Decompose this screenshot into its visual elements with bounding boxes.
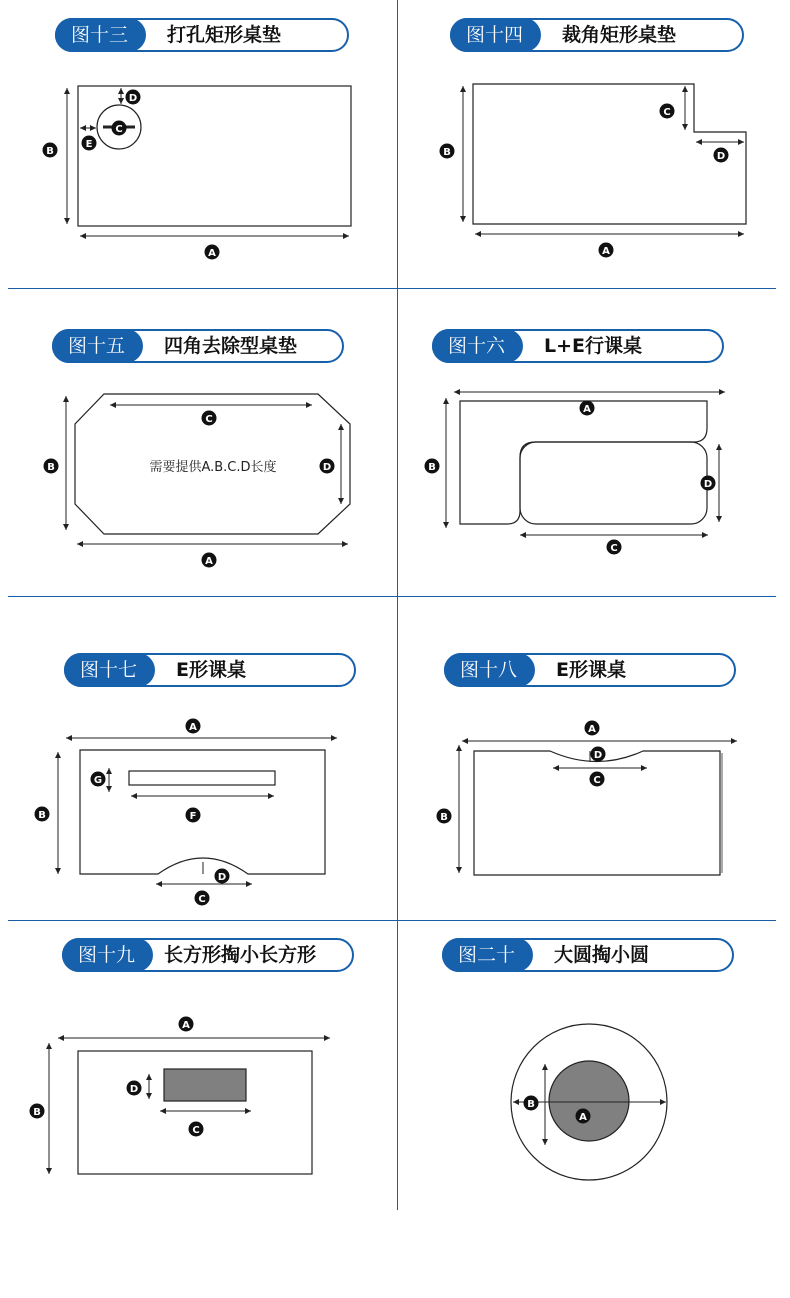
label-f-badge — [186, 808, 201, 823]
p19-cutout — [164, 1069, 246, 1101]
label-b-badge — [440, 144, 455, 159]
svg-text:C: C — [192, 1125, 200, 1136]
svg-text:B: B — [443, 147, 451, 158]
p20-inner-circle — [549, 1061, 629, 1141]
panel-14-drawing — [463, 84, 746, 234]
panel-17-title: E形课桌 — [176, 659, 246, 681]
panel-15-title: 四角去除型桌垫 — [164, 335, 298, 357]
dimension-labels — [30, 90, 729, 1137]
label-a-badge — [186, 719, 201, 734]
label-d-badge — [320, 459, 335, 474]
panel-19-number: 图十九 — [62, 938, 153, 972]
svg-text:C: C — [610, 543, 618, 554]
svg-text:A: A — [579, 1112, 587, 1123]
label-a-badge — [205, 245, 220, 260]
svg-text:B: B — [47, 462, 55, 473]
panel-13-number: 图十三 — [55, 18, 146, 52]
label-a-badge — [179, 1017, 194, 1032]
label-d-badge — [591, 747, 606, 762]
label-b-badge — [43, 143, 58, 158]
label-c-badge — [660, 104, 675, 119]
svg-text:A: A — [588, 724, 596, 735]
label-b-badge — [44, 459, 59, 474]
label-b-badge — [425, 459, 440, 474]
panel-20-title: 大圆掏小圆 — [554, 944, 650, 966]
panel-16-title: L+E行课桌 — [544, 335, 643, 357]
label-a-badge — [599, 243, 614, 258]
svg-text:B: B — [527, 1099, 535, 1110]
svg-text:D: D — [129, 1084, 139, 1095]
label-c-badge — [112, 121, 127, 136]
svg-text:A: A — [189, 722, 197, 733]
panel-17-number: 图十七 — [64, 653, 155, 687]
p13-outline — [78, 86, 351, 226]
svg-text:D: D — [128, 93, 138, 104]
svg-text:B: B — [33, 1107, 41, 1118]
panel-20-number: 图二十 — [442, 938, 533, 972]
label-d-badge — [701, 476, 716, 491]
label-d-badge — [126, 90, 141, 105]
label-c-badge — [189, 1122, 204, 1137]
panel-13-drawing — [67, 86, 351, 236]
svg-text:D: D — [716, 151, 726, 162]
label-b-badge — [30, 1104, 45, 1119]
label-d-badge — [714, 148, 729, 163]
svg-text:A: A — [182, 1020, 190, 1031]
p16-e-outline — [520, 442, 707, 524]
label-a-badge — [576, 1109, 591, 1124]
svg-text:D: D — [703, 479, 713, 490]
svg-text:E: E — [85, 139, 93, 150]
label-g-badge — [91, 772, 106, 787]
svg-text:C: C — [205, 414, 213, 425]
label-b-badge — [35, 807, 50, 822]
svg-text:D: D — [322, 462, 332, 473]
panel-19-drawing — [49, 1038, 330, 1174]
label-d-badge — [215, 869, 230, 884]
svg-text:F: F — [189, 811, 197, 822]
svg-text:G: G — [93, 775, 103, 786]
label-c-badge — [607, 540, 622, 555]
p16-l-outline — [460, 401, 707, 524]
panel-19-title: 长方形掏小长方形 — [164, 944, 317, 966]
svg-text:C: C — [198, 894, 206, 905]
svg-text:B: B — [440, 812, 448, 823]
p15-note: 需要提供A.B.C.D长度 — [149, 460, 277, 475]
label-c-badge — [195, 891, 210, 906]
panel-18-number: 图十八 — [444, 653, 535, 687]
panel-18-title: E形课桌 — [556, 659, 626, 681]
label-a-badge — [202, 553, 217, 568]
label-c-badge — [202, 411, 217, 426]
p18-outline — [474, 751, 720, 875]
label-c-badge — [590, 772, 605, 787]
svg-text:C: C — [593, 775, 601, 786]
panel-14-number: 图十四 — [450, 18, 541, 52]
p17-outline — [80, 750, 325, 874]
svg-text:C: C — [663, 107, 671, 118]
svg-text:A: A — [208, 248, 216, 259]
svg-text:D: D — [217, 872, 227, 883]
label-d-badge — [127, 1081, 142, 1096]
svg-text:B: B — [46, 146, 54, 157]
p14-outline — [473, 84, 746, 224]
panel-13-title: 打孔矩形桌垫 — [167, 24, 282, 46]
svg-text:A: A — [602, 246, 610, 257]
label-b-badge — [437, 809, 452, 824]
svg-text:B: B — [38, 810, 46, 821]
panel-16-number: 图十六 — [432, 329, 523, 363]
svg-text:A: A — [583, 404, 591, 415]
label-e-badge — [82, 136, 97, 151]
label-b-badge — [524, 1096, 539, 1111]
panel-14-title: 裁角矩形桌垫 — [562, 24, 677, 46]
svg-text:B: B — [428, 462, 436, 473]
svg-text:C: C — [115, 124, 123, 135]
p17-slot — [129, 771, 275, 785]
label-a-badge — [580, 401, 595, 416]
svg-text:A: A — [205, 556, 213, 567]
panel-15-number: 图十五 — [52, 329, 143, 363]
label-a-badge — [585, 721, 600, 736]
svg-text:D: D — [593, 750, 603, 761]
